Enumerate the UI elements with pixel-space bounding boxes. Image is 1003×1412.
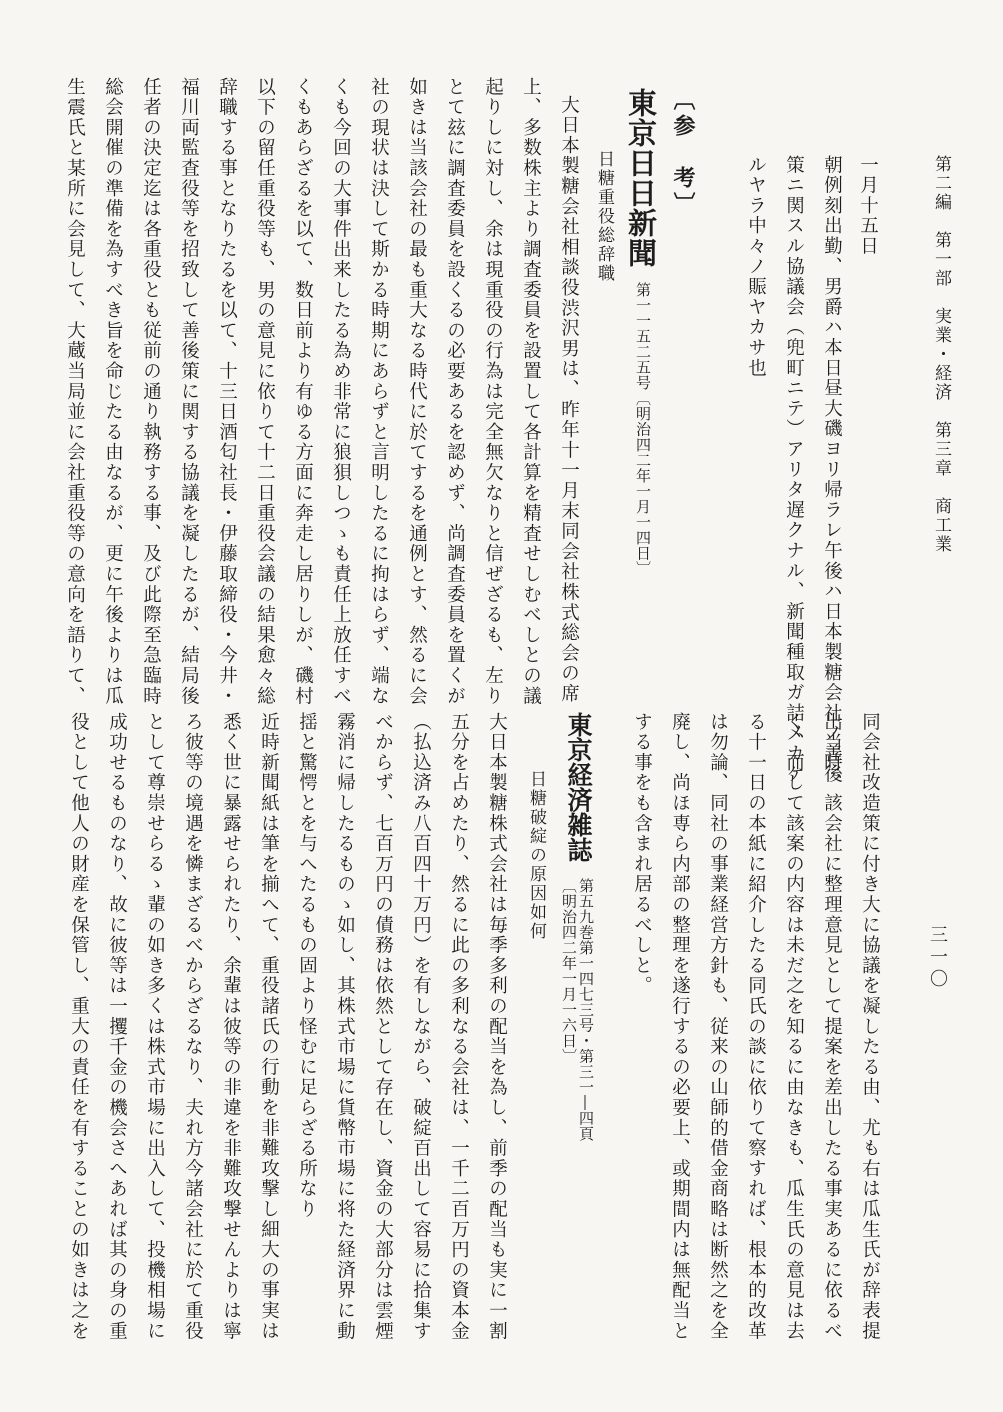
article-line: 出当時、該会社に整理意見として提案を差出したる事実あるに依るべ xyxy=(821,712,843,1342)
article-line: くもあらざるを以て、数日前より有ゆる方面に奔走し居りしが、磯村 xyxy=(292,77,314,707)
article-line: （払込済み八百四十万円）を有しながら、破綻百出して容易に拾集す xyxy=(410,712,432,1342)
diary-line: 策ニ関スル協議会（兜町ニテ）アリタ遅クナル、新聞種取ガ詰メカケ xyxy=(783,155,805,785)
article-heading: 日糖重役総辞職 xyxy=(594,150,614,283)
running-header: 第二編 第一部 実業・経済 第三章 商工業 xyxy=(931,155,951,554)
article-line: べからず、七百万円の債務は依然として存在し、資金の大部分は雲煙 xyxy=(372,712,394,1342)
article-line: る十一日の本紙に紹介したる同氏の談に依りて察すれば、根本的改革 xyxy=(745,712,767,1342)
diary-line: ルヤラ中々ノ賑ヤカサ也 xyxy=(745,155,767,379)
article-line: として尊崇せらるゝ輩の如き多くは株式市場に出入して、投機相場に xyxy=(144,712,166,1342)
article-line: とて玆に調査委員を設くるの必要あるを認めず、尚調査委員を置くが xyxy=(444,77,466,707)
article-line: 成功せるものなり、故に彼等は一攫千金の機会さへあれば其の身の重 xyxy=(106,712,128,1342)
article-line: 同会社改造策に付き大に協議を凝したる由、尤も右は瓜生氏が辞表提 xyxy=(859,712,881,1342)
article-line: する事をも含まれ居るべしと。 xyxy=(631,712,653,997)
page-number: 三一〇 xyxy=(927,925,948,991)
journal-title: 東京経済雑誌 xyxy=(564,712,593,862)
article-line: 役として他人の財産を保管し、重大の責任を有することの如きは之を xyxy=(68,712,90,1342)
article-line: 福川両監査役等を招致して善後策に関する協議を凝したるが、結局後 xyxy=(178,77,200,707)
article-line: 生震氏と某所に会見して、大蔵当局並に会社重役等の意向を語りて、 xyxy=(64,77,86,707)
article-line: 大日本製糖会社相談役渋沢男は、昨年十一月末同会社株式総会の席 xyxy=(558,95,580,704)
article-line: ろ彼等の境遇を憐まざるべからざるなり、夫れ方今諸会社に於て重役 xyxy=(182,712,204,1342)
article-line: 近時新聞紙は筆を揃へて、重役諸氏の行動を非難攻撃し細大の事実は xyxy=(258,712,280,1342)
article-line: 如きは当該会社の最も重大なる時代に於てするを通例とす、然るに会 xyxy=(406,77,428,707)
newspaper-title: 東京日日新聞 xyxy=(624,88,658,268)
article-line: 上、多数株主より調査委員を設置して各計算を精査せしむべしとの議 xyxy=(520,77,542,707)
article-line: 辞職する事となりたるを以て、十三日酒匂社長・伊藤取締役・今井・ xyxy=(216,77,238,707)
newspaper-citation: 第一一五二五号〔明治四二年一月一四日〕 xyxy=(634,282,652,577)
diary-line: 朝例刻出勤、男爵ハ本日昼大磯ヨリ帰ラレ午後ハ日本製糖会社ノ善後 xyxy=(821,155,843,785)
article-line: は勿論、同社の事業経営方針も、従来の山師的借金商略は断然之を全 xyxy=(707,712,729,1342)
article-line: 大日本製糖株式会社は毎季多利の配当を為し、前季の配当も実に一割 xyxy=(486,712,508,1342)
article-line: 総会開催の準備を為すべき旨を命じたる由なるが、更に午後よりは瓜 xyxy=(102,77,124,707)
article-line: 廃し、尚ほ専ら内部の整理を遂行するの必要上、或期間内は無配当と xyxy=(669,712,691,1342)
article-line: 霧消に帰したるものゝ如し、其株式市場に貨幣市場に将た経済界に動 xyxy=(334,712,356,1342)
article-line: くも今回の大事件出来したる為め非常に狼狽しつゝも責任上放任すべ xyxy=(330,77,352,707)
article-line: 任者の決定迄は各重役とも従前の通り執務する事、及び此際至急臨時 xyxy=(140,77,162,707)
journal-citation: 第五九巻第一四七三号・第三一―四頁 xyxy=(577,878,595,1142)
journal-citation-date: 〔明治四二年一月一六日〕 xyxy=(560,878,578,1064)
article-line: 以下の留任重役等も、男の意見に依りて十二日重役会議の結果愈々総 xyxy=(254,77,276,707)
reference-heading: 〔参 考〕 xyxy=(670,88,696,218)
article-line: 社の現状は決して斯かる時期にあらずと言明したるに拘はらず、端な xyxy=(368,77,390,707)
article-line: 悉く世に暴露せられたり、余輩は彼等の非違を非難攻撃せんよりは寧 xyxy=(220,712,242,1342)
article-heading: 日糖破綻の原因如何 xyxy=(526,770,546,941)
article-line: く、而して該案の内容は未だ之を知るに由なきも、瓜生氏の意見は去 xyxy=(783,712,805,1342)
article-line: 揺と驚愕とを与へたるもの固より怪むに足らざる所なり xyxy=(296,712,318,1220)
article-line: 起りしに対し、余は現重役の行為は完全無欠なりと信ぜざるも、左り xyxy=(482,77,504,707)
diary-date: 一月十五日 xyxy=(857,155,879,257)
article-line: 五分を占めたり、然るに此の多利なる会社は、一千二百万円の資本金 xyxy=(448,712,470,1342)
